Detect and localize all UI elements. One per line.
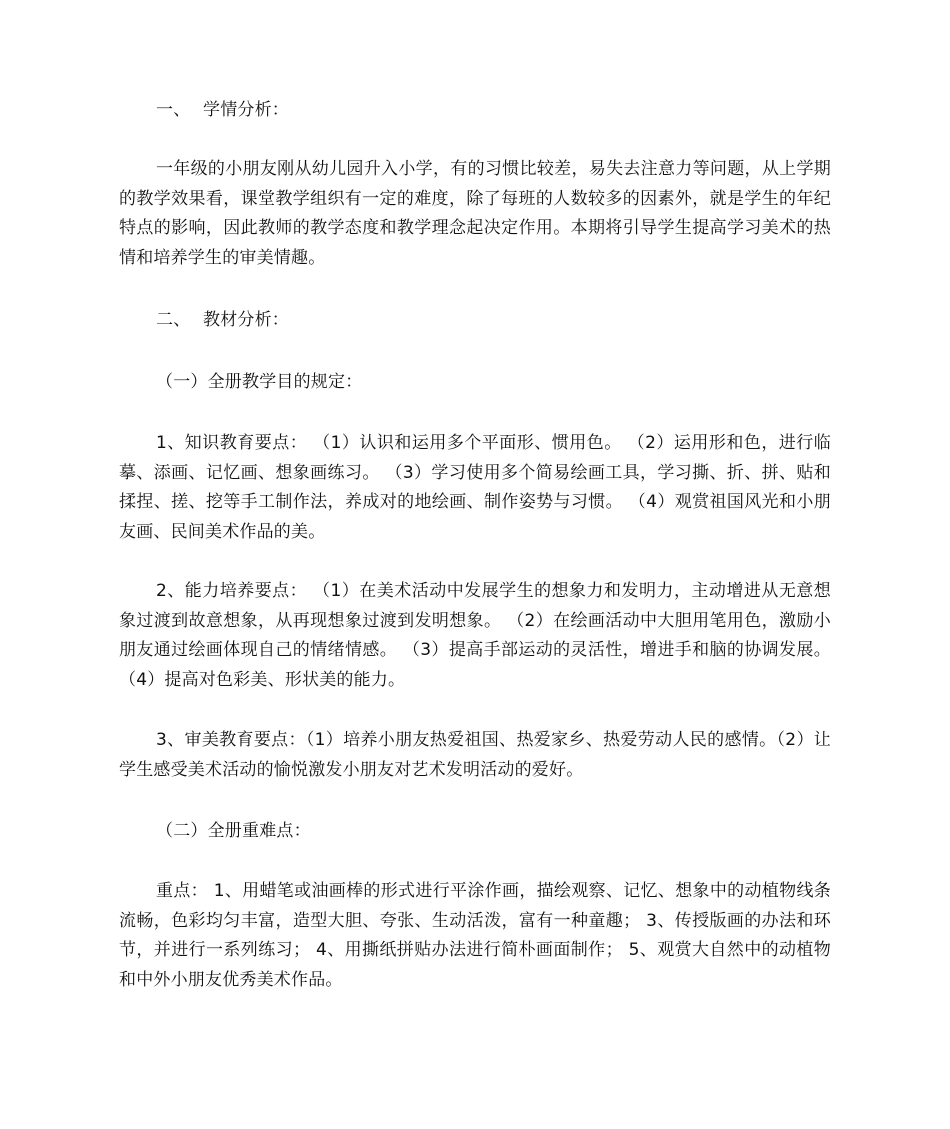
- section1-body: 一年级的小朋友刚从幼儿园升入小学，有的习惯比较差，易失去注意力等问题，从上学期的教学效果看，课堂教学组织有一定的难度，除了每班的人数较多的因素外，就是学生的年纪特点的影响，因此教师的教学态度和教学理念起决定作用。本期将引导学生提高学习美术的热情和培养学生的审美情趣。: [119, 159, 831, 268]
- section2-title: 教材分析：: [203, 310, 289, 330]
- section2-heading: [156, 306, 289, 336]
- subsection1-title: （一）全册教学目的规定：: [156, 372, 363, 392]
- ability-points-paragraph: 2、能力培养要点： （1）在美术活动中发展学生的想象力和发明力，主动增进从无意想象过渡到故意想象，从再现想象过渡到发明想象。 （2）在绘画活动中大胆用笔用色，激励小朋友通过绘画体现自己的情绪情感。 （3）提高手部运动的灵活性，增进手和脑的协调发展。 （4）提高对色彩美、形状美的能力。: [119, 581, 831, 690]
- key-points-paragraph: 重点： 1、用蜡笔或油画棒的形式进行平涂作画，描绘观察、记忆、想象中的动植物线条流畅，色彩均匀丰富，造型大胆、夸张、生动活泼，富有一种童趣； 3、传授版画的办法和环节，并进行一系列练习； 4、用撕纸拼贴办法进行简朴画面制作； 5、观赏大自然中的动植物和中外小朋友优秀美术作品。: [119, 881, 831, 990]
- section2-number: 二、: [156, 310, 191, 330]
- subsection2-title: （二）全册重难点：: [156, 821, 311, 841]
- section1-title: 学情分析：: [203, 100, 289, 120]
- knowledge-points-paragraph: 1、知识教育要点： （1）认识和运用多个平面形、惯用色。 （2）运用形和色，进行临摹、添画、记忆画、想象画练习。 （3）学习使用多个简易绘画工具，学习撕、折、拼、贴和揉捏、搓、挖等手工制作法，养成对的地绘画、制作姿势与习惯。 （4）观赏祖国风光和小朋友画、民间美术作品的美。: [119, 433, 831, 542]
- aesthetic-points-paragraph: 3、审美教育要点：（1）培养小朋友热爱祖国、热爱家乡、热爱劳动人民的感情。（2）让学生感受美术活动的愉悦激发小朋友对艺术发明活动的爱好。: [119, 730, 831, 780]
- section1-number: 一、: [156, 100, 191, 120]
- section1-heading: [156, 96, 289, 126]
